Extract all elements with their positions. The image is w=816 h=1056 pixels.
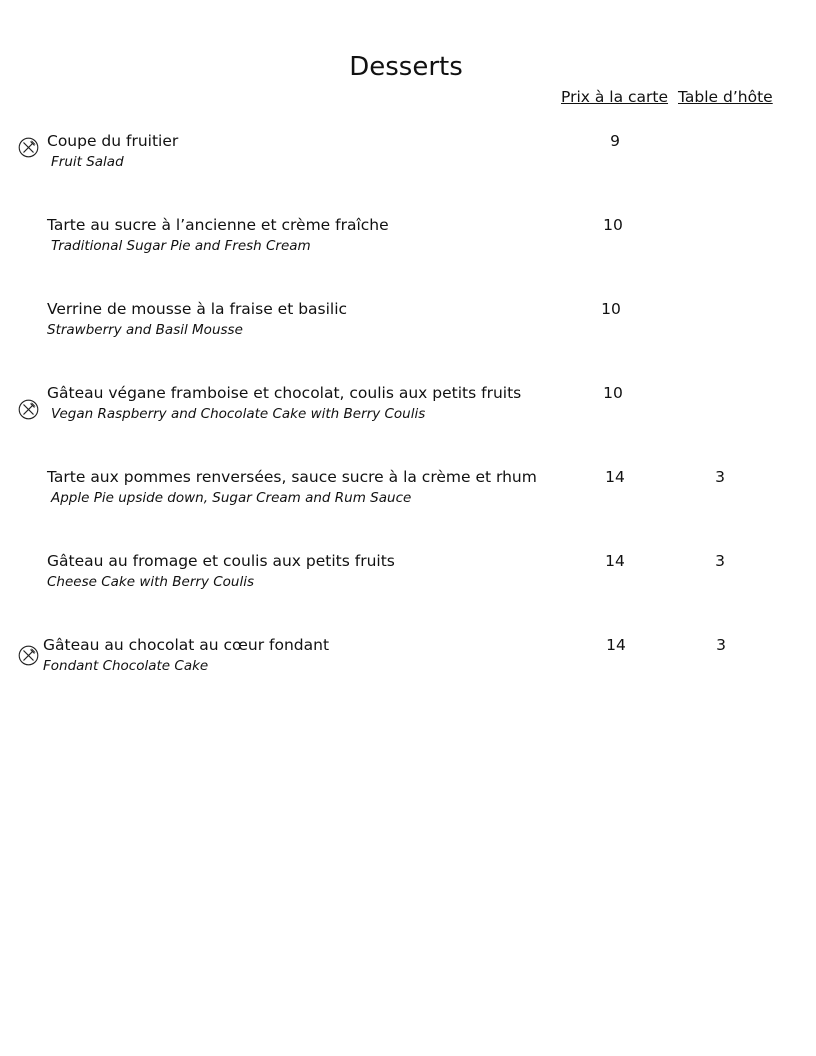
menu-item [0, 467, 816, 527]
price-a-la-carte: 9 [610, 132, 620, 150]
item-name-en: Fruit Salad [51, 154, 124, 170]
fork-knife-crossed-icon [18, 137, 39, 158]
item-name-en: Fondant Chocolate Cake [43, 658, 209, 674]
menu-item [0, 215, 816, 275]
item-name-en: Cheese Cake with Berry Coulis [47, 574, 254, 590]
price-table-dhote: 3 [715, 552, 725, 570]
item-name-en: Vegan Raspberry and Chocolate Cake with Berry Coulis [51, 406, 426, 422]
item-name-fr: Gâteau au chocolat au cœur fondant [43, 636, 330, 654]
menu-item [0, 131, 816, 191]
price-a-la-carte: 10 [603, 216, 623, 234]
column-header-table-dhote: Table d’hôte [678, 88, 773, 106]
menu-item [0, 383, 816, 443]
item-name-en: Traditional Sugar Pie and Fresh Cream [51, 238, 311, 254]
item-name-fr: Tarte au sucre à l’ancienne et crème fraîche [47, 216, 389, 234]
item-name-en: Apple Pie upside down, Sugar Cream and Rum Sauce [51, 490, 412, 506]
menu-item [0, 551, 816, 611]
menu-item [0, 635, 816, 695]
price-a-la-carte: 10 [601, 300, 621, 318]
fork-knife-crossed-icon [18, 399, 39, 420]
item-name-fr: Gâteau au fromage et coulis aux petits fruits [47, 552, 395, 570]
price-a-la-carte: 14 [605, 552, 625, 570]
price-a-la-carte: 14 [605, 468, 625, 486]
item-name-fr: Coupe du fruitier [47, 132, 179, 150]
menu-item [0, 299, 816, 359]
price-a-la-carte: 14 [606, 636, 626, 654]
item-name-fr: Gâteau végane framboise et chocolat, coulis aux petits fruits [47, 384, 522, 402]
price-table-dhote: 3 [715, 468, 725, 486]
item-name-en: Strawberry and Basil Mousse [47, 322, 243, 338]
fork-knife-crossed-icon [18, 645, 39, 666]
item-name-fr: Tarte aux pommes renversées, sauce sucre à la crème et rhum [47, 468, 537, 486]
price-table-dhote: 3 [716, 636, 726, 654]
price-a-la-carte: 10 [603, 384, 623, 402]
column-header-prix: Prix à la carte [561, 88, 669, 106]
item-name-fr: Verrine de mousse à la fraise et basilic [47, 300, 348, 318]
page-title: Desserts [349, 52, 463, 82]
